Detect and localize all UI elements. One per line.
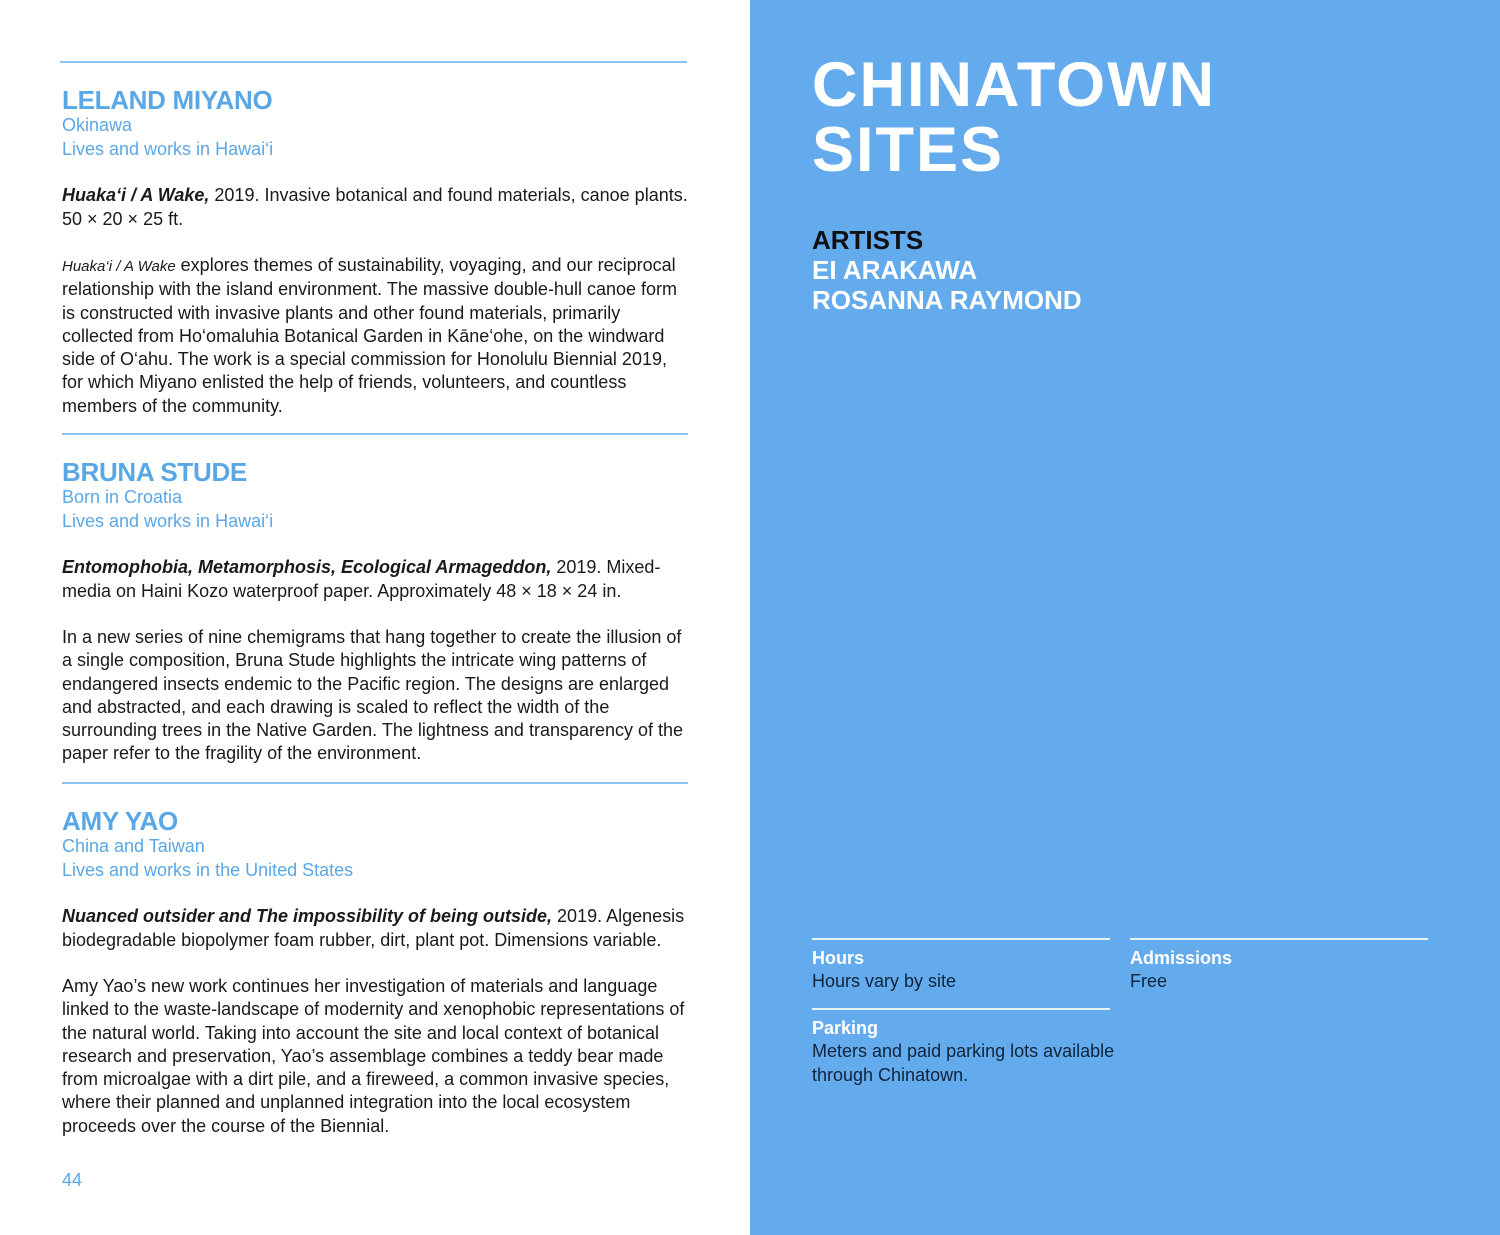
work-caption (62, 556, 692, 603)
work-title: Nuanced outsider and The impossibility of being outside, (62, 906, 553, 926)
work-description: In a new series of nine chemigrams that hang together to create the illusion of a single composition, Bruna Stude highlights the intricate wing patterns of endangered insects endemic to the Pacific region. The designs are enlarged and abstracted, and each drawing is scaled to reflect the width of the surrounding trees in the Native Garden. The lightness and transparency of the paper refer to the fragility of the environment. (62, 627, 684, 764)
work-description (62, 254, 692, 418)
artist-list-item: EI ARAKAWA (812, 255, 978, 285)
work-caption (62, 905, 692, 952)
artists-heading: ARTISTS (812, 225, 924, 255)
admissions-info (1130, 946, 1428, 994)
admissions-value: Free (1130, 971, 1168, 991)
artist-residence: Lives and works in Hawai‘i (62, 138, 274, 159)
hours-value: Hours vary by site (812, 971, 957, 991)
divider (812, 1008, 1110, 1010)
work-caption (62, 184, 692, 231)
parking-value: Meters and paid parking lots available through Chinatown. (812, 1041, 1115, 1085)
work-details: 2019. Mixed-media on Haini Kozo waterproof paper. Approximately 48 × 18 × 24 in. (62, 557, 661, 601)
hours-info (812, 946, 1110, 994)
section-title (812, 50, 1217, 185)
divider (1130, 938, 1428, 940)
description-text: explores themes of sustainability, voyaging, and our reciprocal relationship with the island environment. The massive double-hull canoe form is constructed with invasive plants and other found materials, primarily collected from Ho‘omaluhia Botanical Garden in Kāne‘ohe, on the windward side of O‘ahu. The work is a special commission for Honolulu Biennial 2019, for which Miyano enlisted the help of friends, volunteers, and countless members of the community. (62, 255, 677, 416)
artist-origin: Okinawa (62, 115, 133, 135)
description-title: Huaka‘i / A Wake (62, 258, 176, 275)
work-description: Amy Yao’s new work continues her investigation of materials and language linked to the waste-landscape of modernity and xenophobic representations of the natural world. Taking into account the site and local context of botanical research and preservation, Yao’s assemblage combines a teddy bear made from microalgae with a dirt pile, and a fireweed, a common invasive species, where their planned and unplanned integration into the local ecosystem proceeds over the course of the Biennial. (62, 976, 685, 1136)
artist-residence: Lives and works in Hawai‘i (62, 510, 274, 531)
artist-entry-leland-miyano (62, 86, 692, 418)
parking-info (812, 1016, 1130, 1087)
artist-residence: Lives and works in the United States (62, 859, 354, 880)
divider (62, 433, 688, 435)
section-title-line: SITES (812, 115, 1005, 185)
artist-name: BRUNA STUDE (62, 457, 247, 487)
artist-list-item: ROSANNA RAYMOND (812, 285, 1082, 315)
artist-entry-bruna-stude (62, 458, 692, 766)
page-number: 44 (62, 1170, 83, 1190)
work-title: Entomophobia, Metamorphosis, Ecological Armageddon, (62, 557, 552, 577)
divider (60, 61, 687, 63)
hours-label: Hours (812, 948, 865, 968)
admissions-label: Admissions (1130, 948, 1233, 968)
artists-list (812, 226, 1082, 315)
parking-label: Parking (812, 1018, 879, 1038)
divider (62, 782, 688, 784)
artist-name: AMY YAO (62, 806, 178, 836)
work-details: 2019. Algenesis biodegradable biopolymer foam rubber, dirt, plant pot. Dimensions variable. (62, 906, 685, 950)
artist-entry-amy-yao (62, 807, 692, 1138)
artist-origin: Born in Croatia (62, 487, 183, 507)
work-title: Huaka‘i / A Wake, (62, 185, 210, 205)
section-title-line: CHINATOWN (812, 50, 1217, 120)
work-details: 2019. Invasive botanical and found materials, canoe plants. 50 × 20 × 25 ft. (62, 185, 688, 229)
divider (812, 938, 1110, 940)
artist-origin: China and Taiwan (62, 836, 205, 856)
artist-name: LELAND MIYANO (62, 85, 273, 115)
